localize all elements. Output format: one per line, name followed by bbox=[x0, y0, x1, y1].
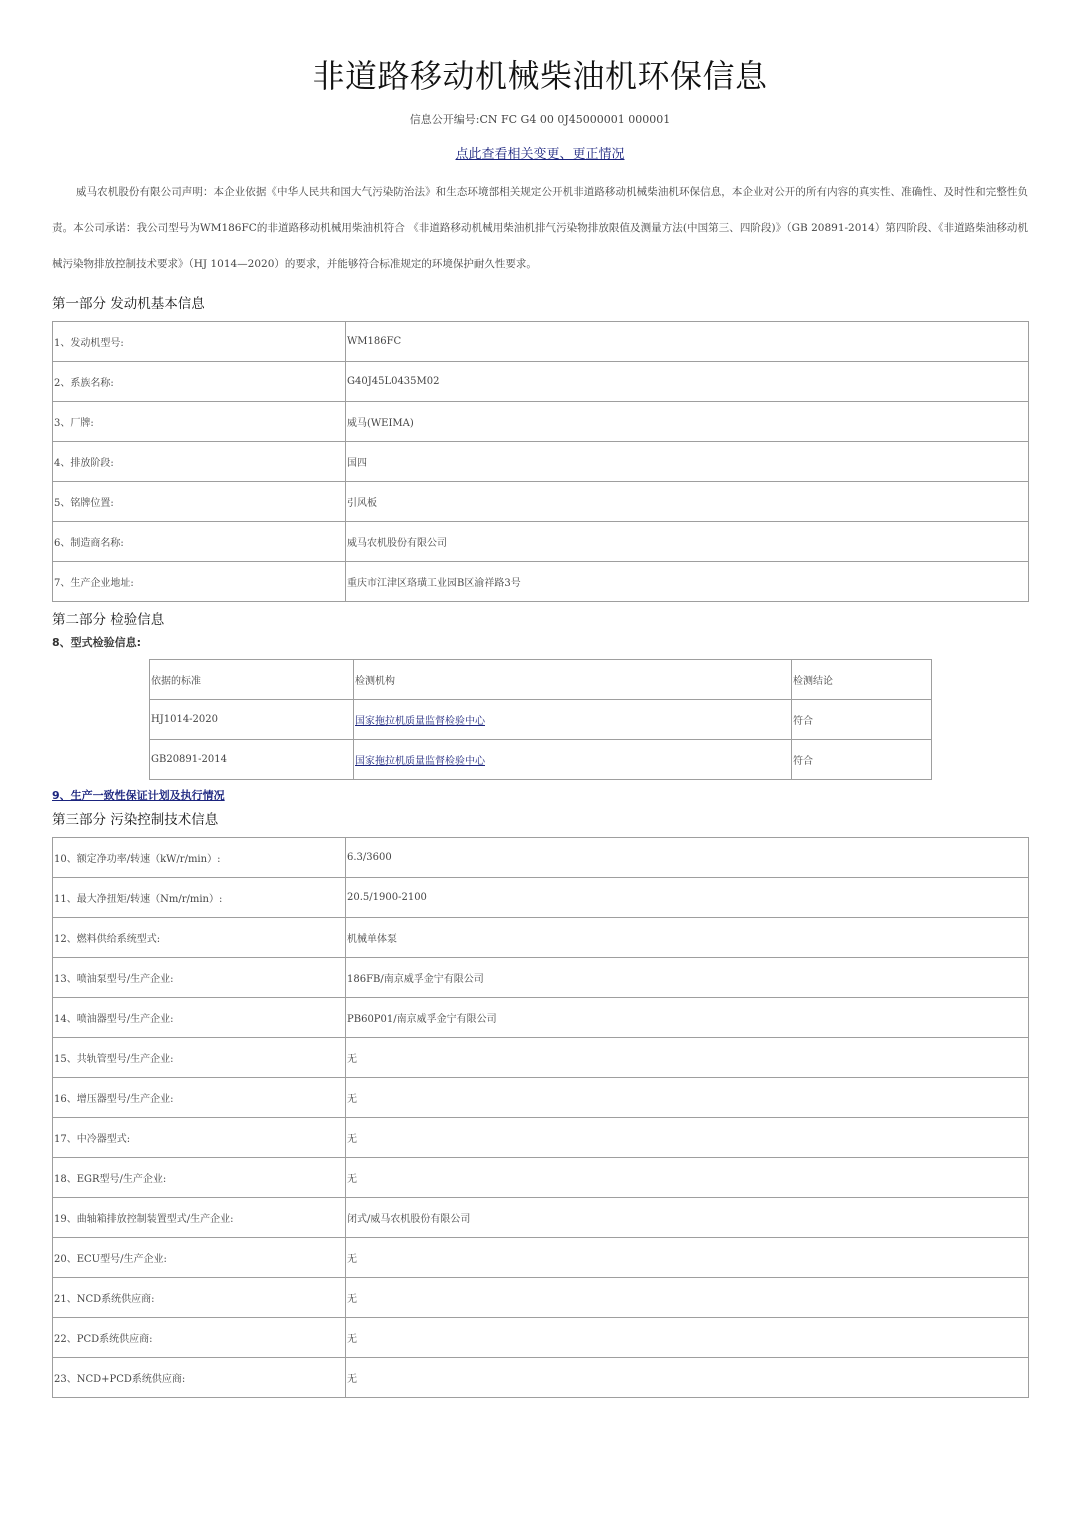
info-row bbox=[53, 1118, 1029, 1158]
info-value: 重庆市江津区珞璜工业园B区渝祥路3号 bbox=[346, 562, 1029, 602]
type-inspection-heading: 8、型式检验信息: bbox=[52, 636, 142, 649]
info-row bbox=[53, 562, 1029, 602]
info-value: 国四 bbox=[346, 442, 1029, 482]
info-value: 无 bbox=[346, 1278, 1029, 1318]
info-label: 18、EGR型号/生产企业: bbox=[53, 1158, 346, 1198]
info-value: 闭式/威马农机股份有限公司 bbox=[346, 1198, 1029, 1238]
company-declaration: 威马农机股份有限公司声明：本企业依据《中华人民共和国大气污染防治法》和生态环境部相关规定公开机非道路移动机械柴油机环保信息，本企业对公开的所有内容的真实性、准确性、及时性和完整性负责。本公司承诺：我公司型号为WM186FC的非道路移动机械用柴油机符合 《非道路移动机械用柴油机排气污染物排放限值及测量方法(中国第三、四阶段)》（GB 20891-2014）第四阶段、《非道路柴油移动机械污染物排放控制技术要求》（HJ 1014—2020）的要求，并能够符合标准规定的环境保护耐久性要求。 bbox=[52, 186, 1028, 270]
info-value: 6.3/3600 bbox=[346, 838, 1029, 878]
info-label: 12、燃料供给系统型式: bbox=[53, 918, 346, 958]
info-row bbox=[53, 838, 1029, 878]
info-value: 无 bbox=[346, 1318, 1029, 1358]
info-row bbox=[53, 442, 1029, 482]
pollution-control-info-table bbox=[52, 837, 1029, 1398]
inspection-agency-link[interactable]: 国家拖拉机质量监督检验中心 bbox=[355, 716, 485, 727]
info-label: 10、额定净功率/转速（kW/r/min）: bbox=[53, 838, 346, 878]
info-value: 无 bbox=[346, 1358, 1029, 1398]
inspection-standard: HJ1014-2020 bbox=[150, 700, 354, 740]
conformity-plan-link[interactable]: 9、生产一致性保证计划及执行情况 bbox=[52, 789, 225, 802]
info-label: 7、生产企业地址: bbox=[53, 562, 346, 602]
inspection-standard: GB20891-2014 bbox=[150, 740, 354, 780]
info-label: 6、制造商名称: bbox=[53, 522, 346, 562]
conformity-plan-link-container bbox=[52, 788, 225, 804]
info-value: 威马(WEIMA) bbox=[346, 402, 1029, 442]
engine-basic-info-body bbox=[53, 322, 1029, 602]
info-value: 机械单体泵 bbox=[346, 918, 1029, 958]
pollution-control-info-body bbox=[53, 838, 1029, 1398]
info-value: 无 bbox=[346, 1078, 1029, 1118]
info-value: 无 bbox=[346, 1158, 1029, 1198]
header-result: 检测结论 bbox=[792, 660, 932, 700]
section-heading-part3: 第三部分 污染控制技术信息 bbox=[52, 812, 219, 828]
info-label: 2、系族名称: bbox=[53, 362, 346, 402]
info-label: 21、NCD系统供应商: bbox=[53, 1278, 346, 1318]
info-row bbox=[53, 322, 1029, 362]
info-value: 无 bbox=[346, 1038, 1029, 1078]
info-label: 14、喷油器型号/生产企业: bbox=[53, 998, 346, 1038]
info-label: 13、喷油泵型号/生产企业: bbox=[53, 958, 346, 998]
info-label: 1、发动机型号: bbox=[53, 322, 346, 362]
info-row bbox=[53, 1238, 1029, 1278]
info-row bbox=[53, 958, 1029, 998]
info-row bbox=[53, 522, 1029, 562]
change-record-link[interactable]: 点此查看相关变更、更正情况 bbox=[455, 147, 625, 162]
header-agency: 检测机构 bbox=[354, 660, 792, 700]
info-label: 23、NCD+PCD系统供应商: bbox=[53, 1358, 346, 1398]
inspection-result: 符合 bbox=[792, 700, 932, 740]
inspection-header-row bbox=[150, 660, 932, 700]
info-value: 186FB/南京威孚金宁有限公司 bbox=[346, 958, 1029, 998]
inspection-agency-cell bbox=[354, 700, 792, 740]
engine-basic-info-table bbox=[52, 321, 1029, 602]
info-value: WM186FC bbox=[346, 322, 1029, 362]
info-row bbox=[53, 1358, 1029, 1398]
info-row bbox=[53, 1158, 1029, 1198]
info-label: 3、厂牌: bbox=[53, 402, 346, 442]
info-value: G40J45L0435M02 bbox=[346, 362, 1029, 402]
inspection-result: 符合 bbox=[792, 740, 932, 780]
info-row bbox=[53, 1038, 1029, 1078]
info-row bbox=[53, 1318, 1029, 1358]
info-row bbox=[53, 402, 1029, 442]
info-label: 11、最大净扭矩/转速（Nm/r/min）: bbox=[53, 878, 346, 918]
info-row bbox=[53, 878, 1029, 918]
info-row bbox=[53, 482, 1029, 522]
info-value: PB60P01/南京威孚金宁有限公司 bbox=[346, 998, 1029, 1038]
section-heading-part2: 第二部分 检验信息 bbox=[52, 612, 165, 628]
info-label: 5、铭牌位置: bbox=[53, 482, 346, 522]
inspection-row bbox=[150, 700, 932, 740]
info-row bbox=[53, 362, 1029, 402]
info-label: 17、中冷器型式: bbox=[53, 1118, 346, 1158]
header-standard: 依据的标准 bbox=[150, 660, 354, 700]
change-record-link-container bbox=[0, 144, 1080, 166]
info-label: 22、PCD系统供应商: bbox=[53, 1318, 346, 1358]
info-row bbox=[53, 918, 1029, 958]
inspection-agency-link[interactable]: 国家拖拉机质量监督检验中心 bbox=[355, 756, 485, 767]
info-label: 16、增压器型号/生产企业: bbox=[53, 1078, 346, 1118]
info-disclosure-number: 信息公开编号:CN FC G4 00 0J45000001 000001 bbox=[409, 113, 671, 126]
info-value: 威马农机股份有限公司 bbox=[346, 522, 1029, 562]
info-row bbox=[53, 1278, 1029, 1318]
inspection-agency-cell bbox=[354, 740, 792, 780]
info-row bbox=[53, 998, 1029, 1038]
type-inspection-table bbox=[149, 659, 932, 780]
page-title: 非道路移动机械柴油机环保信息 bbox=[312, 57, 768, 95]
info-value: 无 bbox=[346, 1118, 1029, 1158]
info-value: 无 bbox=[346, 1238, 1029, 1278]
inspection-row bbox=[150, 740, 932, 780]
info-row bbox=[53, 1198, 1029, 1238]
info-label: 20、ECU型号/生产企业: bbox=[53, 1238, 346, 1278]
info-label: 19、曲轴箱排放控制装置型式/生产企业: bbox=[53, 1198, 346, 1238]
info-row bbox=[53, 1078, 1029, 1118]
info-label: 4、排放阶段: bbox=[53, 442, 346, 482]
section-heading-part1: 第一部分 发动机基本信息 bbox=[52, 296, 205, 312]
info-label: 15、共轨管型号/生产企业: bbox=[53, 1038, 346, 1078]
info-value: 引风板 bbox=[346, 482, 1029, 522]
info-value: 20.5/1900-2100 bbox=[346, 878, 1029, 918]
